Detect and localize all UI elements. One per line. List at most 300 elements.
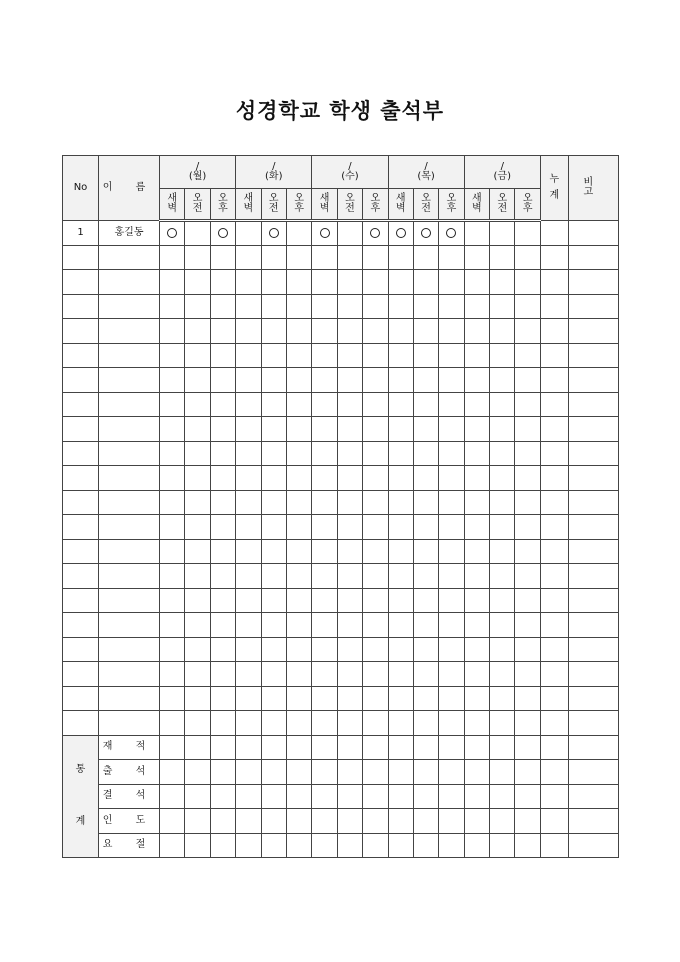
row-total[interactable] [540, 319, 568, 344]
attendance-cell[interactable] [515, 368, 540, 393]
stats-cell[interactable] [490, 760, 515, 785]
stats-cell[interactable] [464, 809, 489, 834]
attendance-cell[interactable] [286, 686, 311, 711]
attendance-cell[interactable] [464, 564, 489, 589]
attendance-cell[interactable] [490, 343, 515, 368]
row-remarks[interactable] [568, 564, 618, 589]
attendance-cell[interactable] [185, 392, 210, 417]
attendance-cell[interactable] [388, 711, 413, 736]
attendance-cell[interactable] [439, 466, 464, 491]
attendance-cell[interactable] [236, 466, 261, 491]
attendance-cell[interactable] [363, 270, 388, 295]
attendance-cell[interactable] [490, 270, 515, 295]
attendance-cell[interactable] [363, 613, 388, 638]
stats-cell[interactable] [439, 809, 464, 834]
stats-cell[interactable] [515, 760, 540, 785]
attendance-cell[interactable] [464, 466, 489, 491]
stats-cell[interactable] [568, 784, 618, 809]
attendance-cell[interactable] [363, 637, 388, 662]
row-total[interactable] [540, 539, 568, 564]
stats-cell[interactable] [160, 760, 185, 785]
stats-cell[interactable] [439, 833, 464, 858]
attendance-cell[interactable] [464, 515, 489, 540]
attendance-cell[interactable] [439, 564, 464, 589]
attendance-cell[interactable] [490, 221, 515, 246]
attendance-cell[interactable] [312, 539, 337, 564]
attendance-cell[interactable] [337, 270, 362, 295]
attendance-cell[interactable] [439, 294, 464, 319]
attendance-cell[interactable] [261, 368, 286, 393]
attendance-cell[interactable] [286, 662, 311, 687]
attendance-cell[interactable] [160, 588, 185, 613]
attendance-cell[interactable] [515, 515, 540, 540]
stats-cell[interactable] [286, 809, 311, 834]
attendance-cell[interactable] [464, 711, 489, 736]
attendance-cell[interactable] [185, 588, 210, 613]
stats-cell[interactable] [540, 735, 568, 760]
attendance-cell[interactable] [490, 564, 515, 589]
stats-cell[interactable] [210, 833, 235, 858]
attendance-cell[interactable] [236, 515, 261, 540]
attendance-cell[interactable] [312, 417, 337, 442]
attendance-cell[interactable] [160, 392, 185, 417]
stats-cell[interactable] [413, 784, 438, 809]
attendance-cell[interactable] [337, 319, 362, 344]
row-total[interactable] [540, 588, 568, 613]
attendance-cell[interactable] [363, 466, 388, 491]
attendance-cell[interactable] [413, 613, 438, 638]
attendance-cell[interactable] [236, 441, 261, 466]
stats-cell[interactable] [312, 735, 337, 760]
attendance-cell[interactable] [413, 294, 438, 319]
attendance-cell[interactable] [363, 662, 388, 687]
stats-cell[interactable] [236, 760, 261, 785]
stats-cell[interactable] [160, 809, 185, 834]
attendance-cell[interactable] [312, 466, 337, 491]
attendance-cell[interactable] [439, 637, 464, 662]
attendance-cell[interactable] [413, 564, 438, 589]
attendance-cell[interactable] [413, 392, 438, 417]
row-remarks[interactable] [568, 245, 618, 270]
attendance-cell[interactable] [413, 343, 438, 368]
stats-cell[interactable] [363, 735, 388, 760]
attendance-cell[interactable] [236, 564, 261, 589]
row-remarks[interactable] [568, 637, 618, 662]
attendance-cell[interactable] [210, 539, 235, 564]
attendance-cell[interactable] [439, 711, 464, 736]
attendance-cell[interactable] [312, 490, 337, 515]
row-remarks[interactable] [568, 368, 618, 393]
attendance-cell[interactable] [439, 270, 464, 295]
attendance-cell[interactable] [388, 637, 413, 662]
attendance-cell[interactable] [185, 270, 210, 295]
stats-cell[interactable] [236, 809, 261, 834]
row-total[interactable] [540, 368, 568, 393]
attendance-cell[interactable] [464, 588, 489, 613]
stats-cell[interactable] [388, 735, 413, 760]
attendance-cell[interactable] [312, 245, 337, 270]
attendance-cell[interactable] [490, 637, 515, 662]
attendance-cell[interactable] [388, 588, 413, 613]
attendance-cell[interactable] [261, 466, 286, 491]
attendance-cell[interactable] [439, 539, 464, 564]
attendance-cell[interactable] [439, 515, 464, 540]
attendance-cell[interactable] [388, 613, 413, 638]
attendance-cell[interactable] [261, 245, 286, 270]
attendance-cell[interactable] [160, 270, 185, 295]
attendance-cell[interactable] [515, 711, 540, 736]
attendance-cell[interactable] [185, 515, 210, 540]
attendance-cell[interactable] [312, 294, 337, 319]
stats-cell[interactable] [363, 833, 388, 858]
attendance-cell[interactable] [388, 564, 413, 589]
attendance-cell[interactable] [413, 662, 438, 687]
attendance-cell[interactable] [363, 441, 388, 466]
attendance-cell[interactable] [363, 686, 388, 711]
row-total[interactable] [540, 221, 568, 246]
attendance-cell[interactable] [337, 515, 362, 540]
attendance-cell[interactable] [363, 294, 388, 319]
attendance-cell[interactable] [160, 417, 185, 442]
attendance-cell[interactable] [261, 686, 286, 711]
row-name[interactable] [99, 392, 160, 417]
attendance-cell[interactable] [439, 221, 464, 246]
attendance-cell[interactable] [185, 441, 210, 466]
attendance-cell[interactable] [490, 441, 515, 466]
row-name[interactable] [99, 490, 160, 515]
attendance-cell[interactable] [515, 294, 540, 319]
stats-cell[interactable] [490, 784, 515, 809]
attendance-cell[interactable] [160, 245, 185, 270]
attendance-cell[interactable] [160, 711, 185, 736]
attendance-cell[interactable] [185, 466, 210, 491]
row-name[interactable] [99, 711, 160, 736]
attendance-cell[interactable] [439, 588, 464, 613]
stats-cell[interactable] [236, 784, 261, 809]
attendance-cell[interactable] [261, 441, 286, 466]
attendance-cell[interactable] [413, 711, 438, 736]
attendance-cell[interactable] [185, 686, 210, 711]
attendance-cell[interactable] [413, 588, 438, 613]
attendance-cell[interactable] [464, 245, 489, 270]
attendance-cell[interactable] [439, 441, 464, 466]
row-name[interactable] [99, 662, 160, 687]
stats-cell[interactable] [515, 833, 540, 858]
attendance-cell[interactable] [210, 588, 235, 613]
stats-cell[interactable] [540, 760, 568, 785]
attendance-cell[interactable] [210, 245, 235, 270]
attendance-cell[interactable] [515, 466, 540, 491]
stats-cell[interactable] [388, 784, 413, 809]
attendance-cell[interactable] [490, 392, 515, 417]
attendance-cell[interactable] [490, 294, 515, 319]
attendance-cell[interactable] [185, 662, 210, 687]
stats-cell[interactable] [185, 784, 210, 809]
attendance-cell[interactable] [490, 686, 515, 711]
row-name[interactable] [99, 686, 160, 711]
attendance-cell[interactable] [490, 490, 515, 515]
row-remarks[interactable] [568, 613, 618, 638]
attendance-cell[interactable] [490, 515, 515, 540]
attendance-cell[interactable] [515, 662, 540, 687]
attendance-cell[interactable] [439, 343, 464, 368]
row-total[interactable] [540, 466, 568, 491]
stats-cell[interactable] [568, 735, 618, 760]
stats-cell[interactable] [286, 784, 311, 809]
attendance-cell[interactable] [210, 613, 235, 638]
attendance-cell[interactable] [413, 417, 438, 442]
attendance-cell[interactable] [413, 221, 438, 246]
attendance-cell[interactable] [515, 564, 540, 589]
stats-cell[interactable] [413, 833, 438, 858]
attendance-cell[interactable] [388, 490, 413, 515]
attendance-cell[interactable] [236, 270, 261, 295]
attendance-cell[interactable] [464, 392, 489, 417]
row-remarks[interactable] [568, 686, 618, 711]
attendance-cell[interactable] [337, 588, 362, 613]
attendance-cell[interactable] [439, 417, 464, 442]
stats-cell[interactable] [413, 735, 438, 760]
attendance-cell[interactable] [439, 686, 464, 711]
attendance-cell[interactable] [515, 245, 540, 270]
attendance-cell[interactable] [236, 662, 261, 687]
attendance-cell[interactable] [337, 539, 362, 564]
row-name[interactable] [99, 319, 160, 344]
row-name[interactable] [99, 539, 160, 564]
stats-cell[interactable] [337, 784, 362, 809]
attendance-cell[interactable] [236, 637, 261, 662]
attendance-cell[interactable] [490, 539, 515, 564]
attendance-cell[interactable] [337, 245, 362, 270]
attendance-cell[interactable] [185, 539, 210, 564]
stats-cell[interactable] [236, 833, 261, 858]
attendance-cell[interactable] [363, 588, 388, 613]
row-name[interactable] [99, 368, 160, 393]
attendance-cell[interactable] [261, 490, 286, 515]
attendance-cell[interactable] [515, 686, 540, 711]
attendance-cell[interactable] [490, 368, 515, 393]
attendance-cell[interactable] [160, 564, 185, 589]
stats-cell[interactable] [312, 809, 337, 834]
attendance-cell[interactable] [312, 368, 337, 393]
attendance-cell[interactable] [464, 490, 489, 515]
attendance-cell[interactable] [337, 441, 362, 466]
attendance-cell[interactable] [236, 613, 261, 638]
attendance-cell[interactable] [413, 319, 438, 344]
attendance-cell[interactable] [236, 221, 261, 246]
attendance-cell[interactable] [160, 294, 185, 319]
attendance-cell[interactable] [363, 392, 388, 417]
attendance-cell[interactable] [286, 490, 311, 515]
attendance-cell[interactable] [515, 539, 540, 564]
attendance-cell[interactable] [210, 441, 235, 466]
stats-cell[interactable] [312, 833, 337, 858]
attendance-cell[interactable] [439, 368, 464, 393]
attendance-cell[interactable] [464, 221, 489, 246]
attendance-cell[interactable] [464, 539, 489, 564]
stats-cell[interactable] [515, 784, 540, 809]
attendance-cell[interactable] [261, 270, 286, 295]
stats-cell[interactable] [185, 760, 210, 785]
row-remarks[interactable] [568, 221, 618, 246]
stats-cell[interactable] [388, 809, 413, 834]
row-name[interactable] [99, 245, 160, 270]
attendance-cell[interactable] [210, 466, 235, 491]
attendance-cell[interactable] [286, 588, 311, 613]
row-total[interactable] [540, 270, 568, 295]
attendance-cell[interactable] [236, 588, 261, 613]
attendance-cell[interactable] [210, 564, 235, 589]
attendance-cell[interactable] [363, 417, 388, 442]
attendance-cell[interactable] [236, 245, 261, 270]
stats-cell[interactable] [413, 760, 438, 785]
stats-cell[interactable] [363, 760, 388, 785]
stats-cell[interactable] [185, 833, 210, 858]
attendance-cell[interactable] [185, 221, 210, 246]
attendance-cell[interactable] [464, 368, 489, 393]
attendance-cell[interactable] [515, 441, 540, 466]
attendance-cell[interactable] [515, 417, 540, 442]
attendance-cell[interactable] [464, 319, 489, 344]
row-total[interactable] [540, 686, 568, 711]
attendance-cell[interactable] [286, 564, 311, 589]
attendance-cell[interactable] [236, 686, 261, 711]
attendance-cell[interactable] [236, 417, 261, 442]
row-total[interactable] [540, 490, 568, 515]
stats-cell[interactable] [568, 809, 618, 834]
attendance-cell[interactable] [210, 294, 235, 319]
row-remarks[interactable] [568, 539, 618, 564]
attendance-cell[interactable] [337, 613, 362, 638]
attendance-cell[interactable] [286, 294, 311, 319]
attendance-cell[interactable] [210, 368, 235, 393]
attendance-cell[interactable] [236, 343, 261, 368]
attendance-cell[interactable] [439, 245, 464, 270]
stats-cell[interactable] [540, 784, 568, 809]
attendance-cell[interactable] [185, 245, 210, 270]
attendance-cell[interactable] [388, 539, 413, 564]
attendance-cell[interactable] [236, 319, 261, 344]
attendance-cell[interactable] [261, 662, 286, 687]
row-remarks[interactable] [568, 270, 618, 295]
attendance-cell[interactable] [210, 490, 235, 515]
row-remarks[interactable] [568, 711, 618, 736]
attendance-cell[interactable] [413, 368, 438, 393]
attendance-cell[interactable] [236, 368, 261, 393]
attendance-cell[interactable] [388, 441, 413, 466]
attendance-cell[interactable] [185, 343, 210, 368]
attendance-cell[interactable] [413, 245, 438, 270]
stats-cell[interactable] [464, 760, 489, 785]
attendance-cell[interactable] [413, 637, 438, 662]
attendance-cell[interactable] [337, 221, 362, 246]
attendance-cell[interactable] [363, 490, 388, 515]
stats-cell[interactable] [388, 760, 413, 785]
attendance-cell[interactable] [337, 368, 362, 393]
row-name[interactable] [99, 343, 160, 368]
attendance-cell[interactable] [312, 343, 337, 368]
attendance-cell[interactable] [160, 490, 185, 515]
attendance-cell[interactable] [464, 613, 489, 638]
attendance-cell[interactable] [160, 662, 185, 687]
attendance-cell[interactable] [261, 711, 286, 736]
attendance-cell[interactable] [185, 637, 210, 662]
attendance-cell[interactable] [312, 221, 337, 246]
row-name[interactable]: 홍길동 [99, 221, 160, 246]
attendance-cell[interactable] [286, 270, 311, 295]
row-remarks[interactable] [568, 515, 618, 540]
attendance-cell[interactable] [490, 711, 515, 736]
row-total[interactable] [540, 711, 568, 736]
stats-cell[interactable] [185, 809, 210, 834]
attendance-cell[interactable] [515, 270, 540, 295]
attendance-cell[interactable] [210, 417, 235, 442]
row-remarks[interactable] [568, 466, 618, 491]
attendance-cell[interactable] [490, 245, 515, 270]
attendance-cell[interactable] [312, 662, 337, 687]
attendance-cell[interactable] [490, 588, 515, 613]
attendance-cell[interactable] [236, 490, 261, 515]
stats-cell[interactable] [261, 760, 286, 785]
attendance-cell[interactable] [490, 417, 515, 442]
attendance-cell[interactable] [286, 343, 311, 368]
stats-cell[interactable] [337, 833, 362, 858]
attendance-cell[interactable] [464, 343, 489, 368]
row-total[interactable] [540, 662, 568, 687]
row-total[interactable] [540, 245, 568, 270]
stats-cell[interactable] [337, 760, 362, 785]
attendance-cell[interactable] [286, 613, 311, 638]
attendance-cell[interactable] [337, 711, 362, 736]
stats-cell[interactable] [568, 760, 618, 785]
stats-cell[interactable] [413, 809, 438, 834]
attendance-cell[interactable] [337, 466, 362, 491]
row-remarks[interactable] [568, 294, 618, 319]
attendance-cell[interactable] [185, 368, 210, 393]
stats-cell[interactable] [210, 760, 235, 785]
attendance-cell[interactable] [286, 368, 311, 393]
attendance-cell[interactable] [210, 711, 235, 736]
row-remarks[interactable] [568, 343, 618, 368]
row-remarks[interactable] [568, 392, 618, 417]
attendance-cell[interactable] [515, 343, 540, 368]
attendance-cell[interactable] [185, 294, 210, 319]
stats-cell[interactable] [236, 735, 261, 760]
attendance-cell[interactable] [337, 417, 362, 442]
attendance-cell[interactable] [464, 637, 489, 662]
attendance-cell[interactable] [185, 564, 210, 589]
attendance-cell[interactable] [337, 343, 362, 368]
attendance-cell[interactable] [312, 711, 337, 736]
row-name[interactable] [99, 294, 160, 319]
attendance-cell[interactable] [160, 613, 185, 638]
attendance-cell[interactable] [515, 221, 540, 246]
attendance-cell[interactable] [210, 686, 235, 711]
attendance-cell[interactable] [261, 343, 286, 368]
row-name[interactable] [99, 466, 160, 491]
attendance-cell[interactable] [210, 221, 235, 246]
attendance-cell[interactable] [312, 392, 337, 417]
row-name[interactable] [99, 441, 160, 466]
attendance-cell[interactable] [388, 417, 413, 442]
attendance-cell[interactable] [413, 466, 438, 491]
attendance-cell[interactable] [286, 637, 311, 662]
row-name[interactable] [99, 417, 160, 442]
attendance-cell[interactable] [286, 392, 311, 417]
attendance-cell[interactable] [388, 515, 413, 540]
row-remarks[interactable] [568, 662, 618, 687]
stats-cell[interactable] [261, 735, 286, 760]
